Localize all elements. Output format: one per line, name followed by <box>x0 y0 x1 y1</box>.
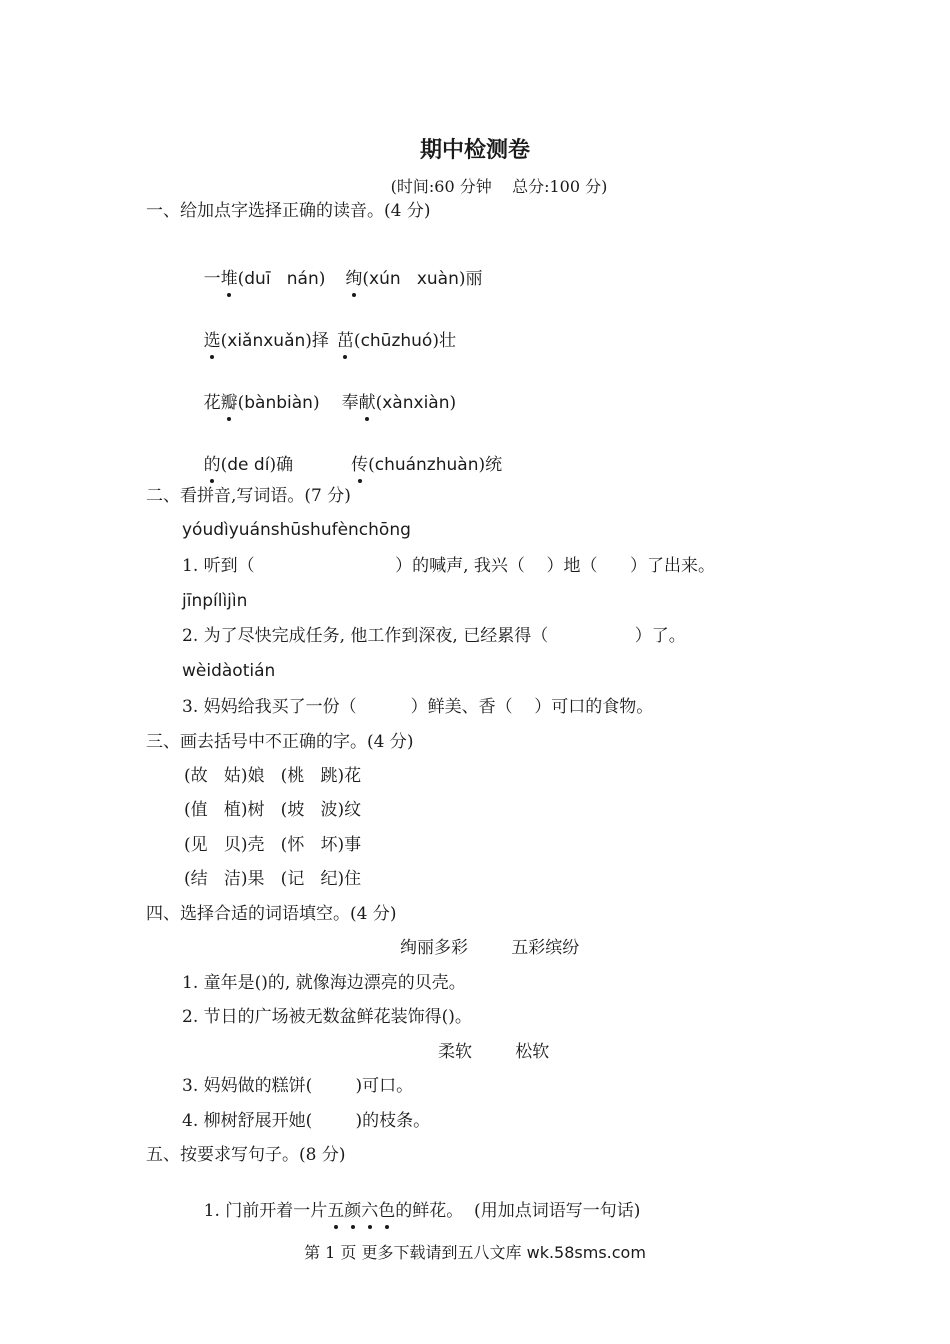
char-choice-row: (故 姑)娘 (桃 跳)花 <box>184 766 362 786</box>
dotted-char: 绚 <box>345 269 363 289</box>
section-5-heading: 五、按要求写句子。(8 分) <box>146 1145 346 1165</box>
question-2-3: 3. 妈妈给我买了一份（ ）鲜美、香（ ）可口的食物。 <box>182 697 654 717</box>
char-choice-row: (值 植)树 (坡 波)纹 <box>184 800 362 820</box>
char-choice-row: (结 洁)果 (记 纪)住 <box>184 869 362 889</box>
pinyin-options: duī nán <box>244 269 319 289</box>
question-4-4: 4. 柳树舒展开她( )的枝条。 <box>182 1111 431 1131</box>
pinyin-row-4: 的(de dí)确 传(chuánzhuàn)统 <box>203 455 503 475</box>
section-4-heading: 四、选择合适的词语填空。(4 分) <box>146 904 397 924</box>
char: 一 <box>203 269 221 289</box>
footer-text: 第 1 页 更多下载请到五八文库 <box>304 1243 527 1262</box>
pinyin-prompt-3: wèidàotián <box>182 661 276 681</box>
pinyin-prompt-1: yóudìyuánshūshufènchōng <box>182 520 411 540</box>
pinyin-options: chuánzhuàn <box>374 455 479 475</box>
dotted-char: 色 <box>378 1201 396 1221</box>
question-2-2: 2. 为了尽快完成任务, 他工作到深夜, 已经累得（ ）了。 <box>182 626 686 646</box>
pinyin-options: chūzhuó <box>360 331 433 351</box>
question-4-1: 1. 童年是()的, 就像海边漂亮的贝壳。 <box>182 973 466 993</box>
page-footer <box>0 1242 950 1264</box>
dotted-char: 献 <box>358 393 376 413</box>
pinyin-options: xiǎnxuǎn <box>227 331 306 351</box>
dotted-char: 选 <box>203 331 221 351</box>
word-options-2: 柔软 松软 <box>438 1042 550 1062</box>
pinyin-prompt-2: jīnpílìjìn <box>182 591 248 611</box>
word-options-1: 绚丽多彩 五彩缤纷 <box>400 938 580 958</box>
pinyin-options: de dí <box>227 455 270 475</box>
dotted-char: 传 <box>351 455 369 475</box>
question-5-1: 1. 门前开着一片五颜六色的鲜花。 (用加点词语写一句话) <box>203 1201 641 1221</box>
pinyin-row-2: 选(xiǎnxuǎn)择 茁(chūzhuó)壮 <box>203 331 456 351</box>
exam-meta <box>0 176 950 198</box>
dotted-char: 瓣 <box>220 393 238 413</box>
time-and-score: (时间:60 分钟 总分:100 分) <box>390 177 608 196</box>
section-2-heading: 二、看拼音,写词语。(7 分) <box>146 486 351 506</box>
pinyin-options: xànxiàn <box>382 393 450 413</box>
dotted-char: 五 <box>327 1201 345 1221</box>
dotted-char: 六 <box>361 1201 379 1221</box>
section-1-heading: 一、给加点字选择正确的读音。(4 分) <box>146 201 431 221</box>
pinyin-options: xún xuàn <box>369 269 459 289</box>
dotted-char: 的 <box>203 455 221 475</box>
dotted-char: 茁 <box>336 331 354 351</box>
char-choice-row: (见 贝)壳 (怀 坏)事 <box>184 835 362 855</box>
pinyin-row-1: 一堆(duī nán) 绚(xún xuàn)丽 <box>203 269 483 289</box>
question-4-2: 2. 节日的广场被无数盆鲜花装饰得()。 <box>182 1007 472 1027</box>
section-3-heading: 三、画去括号中不正确的字。(4 分) <box>146 732 414 752</box>
dotted-char: 颜 <box>344 1201 362 1221</box>
dotted-char: 堆 <box>220 269 238 289</box>
pinyin-row-3: 花瓣(bànbiàn) 奉献(xànxiàn) <box>203 393 457 413</box>
pinyin-options: bànbiàn <box>244 393 313 413</box>
page-title: 期中检测卷 <box>419 137 530 163</box>
footer-link[interactable]: wk.58sms.com <box>526 1243 646 1262</box>
question-2-1: 1. 听到（ ）的喊声, 我兴（ ）地（ ）了出来。 <box>182 556 715 576</box>
question-4-3: 3. 妈妈做的糕饼( )可口。 <box>182 1076 414 1096</box>
